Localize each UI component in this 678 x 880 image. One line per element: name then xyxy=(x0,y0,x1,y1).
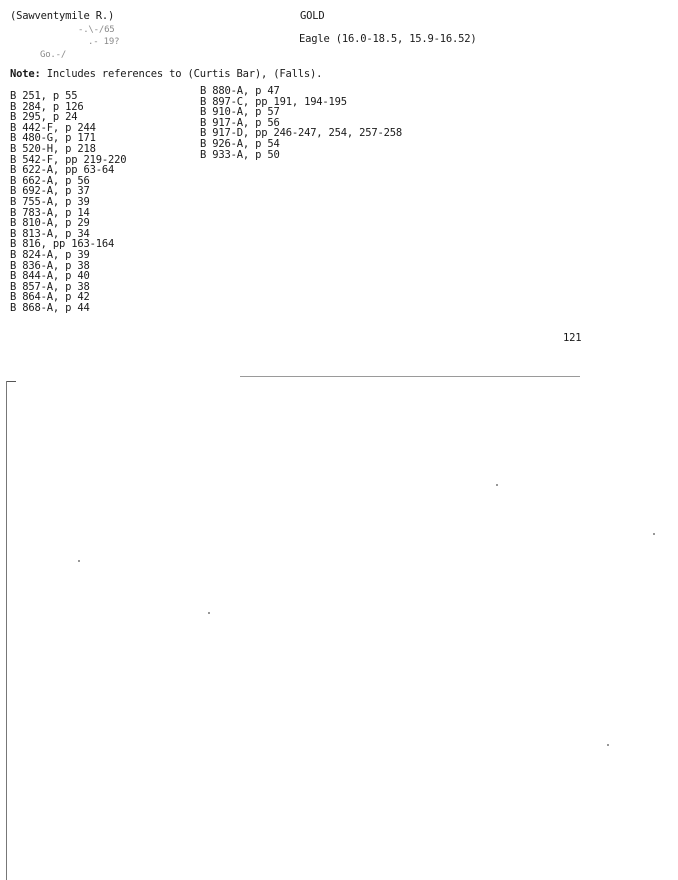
note-label: Note: xyxy=(10,68,41,80)
scan-speck xyxy=(653,533,655,535)
scan-speck xyxy=(208,612,210,614)
reference-entry: B 692-A, p 37 xyxy=(10,185,90,198)
reference-entry: B 284, p 126 xyxy=(10,100,84,113)
reference-entry: B 844-A, p 40 xyxy=(10,270,90,283)
reference-entry: B 857-A, p 38 xyxy=(10,280,90,293)
references-right-column xyxy=(200,86,402,160)
reference-entry: B 897-C, pp 191, 194-195 xyxy=(200,95,347,108)
handwritten-annotation-2: .- 19? xyxy=(88,37,120,47)
reference-entry: B 813-A, p 34 xyxy=(10,227,90,240)
card-bottom-rule xyxy=(240,376,580,377)
reference-entry: B 917-A, p 56 xyxy=(200,116,280,129)
reference-entry: B 542-F, pp 219-220 xyxy=(10,153,127,166)
reference-entry: B 868-A, p 44 xyxy=(10,301,90,314)
reference-entry: B 816, pp 163-164 xyxy=(10,238,115,251)
reference-entry: B 480-G, p 171 xyxy=(10,132,96,145)
next-card-left-edge xyxy=(6,381,7,880)
reference-entry: B 295, p 24 xyxy=(10,111,78,124)
reference-entry: B 880-A, p 47 xyxy=(200,85,280,97)
scan-speck xyxy=(607,744,609,746)
reference-entry: B 810-A, p 29 xyxy=(10,217,90,230)
card-number: 121 xyxy=(563,332,582,344)
reference-entry: B 662-A, p 56 xyxy=(10,174,90,187)
scan-speck xyxy=(496,484,498,486)
note-line xyxy=(10,68,322,80)
reference-entry: B 755-A, p 39 xyxy=(10,195,90,208)
reference-entry: B 520-H, p 218 xyxy=(10,142,96,155)
reference-entry: B 836-A, p 38 xyxy=(10,259,90,272)
reference-entry: B 251, p 55 xyxy=(10,90,78,102)
reference-entry: B 864-A, p 42 xyxy=(10,291,90,304)
scan-speck xyxy=(78,560,80,562)
next-card-top-edge xyxy=(6,381,16,382)
reference-entry: B 910-A, p 57 xyxy=(200,106,280,119)
reference-entry: B 442-F, p 244 xyxy=(10,121,96,134)
note-text: Includes references to (Curtis Bar), (Falls). xyxy=(46,68,323,80)
reference-entry: B 917-D, pp 246-247, 254, 257-258 xyxy=(200,127,403,140)
quadrangle-coordinates: Eagle (16.0-18.5, 15.9-16.52) xyxy=(299,33,477,45)
reference-entry: B 933-A, p 50 xyxy=(200,148,280,161)
locality-heading: (Sawventymile R.) xyxy=(10,10,115,22)
reference-entry: B 926-A, p 54 xyxy=(200,137,280,150)
reference-entry: B 622-A, pp 63-64 xyxy=(10,164,115,177)
index-card xyxy=(0,0,678,372)
reference-entry: B 783-A, p 14 xyxy=(10,206,90,219)
commodity-heading: GOLD xyxy=(300,10,325,22)
reference-entry: B 824-A, p 39 xyxy=(10,248,90,261)
references-left-column xyxy=(10,91,126,313)
handwritten-annotation-1: -.\-/65 xyxy=(78,25,115,35)
handwritten-annotation-3: Go.-/ xyxy=(40,50,67,60)
